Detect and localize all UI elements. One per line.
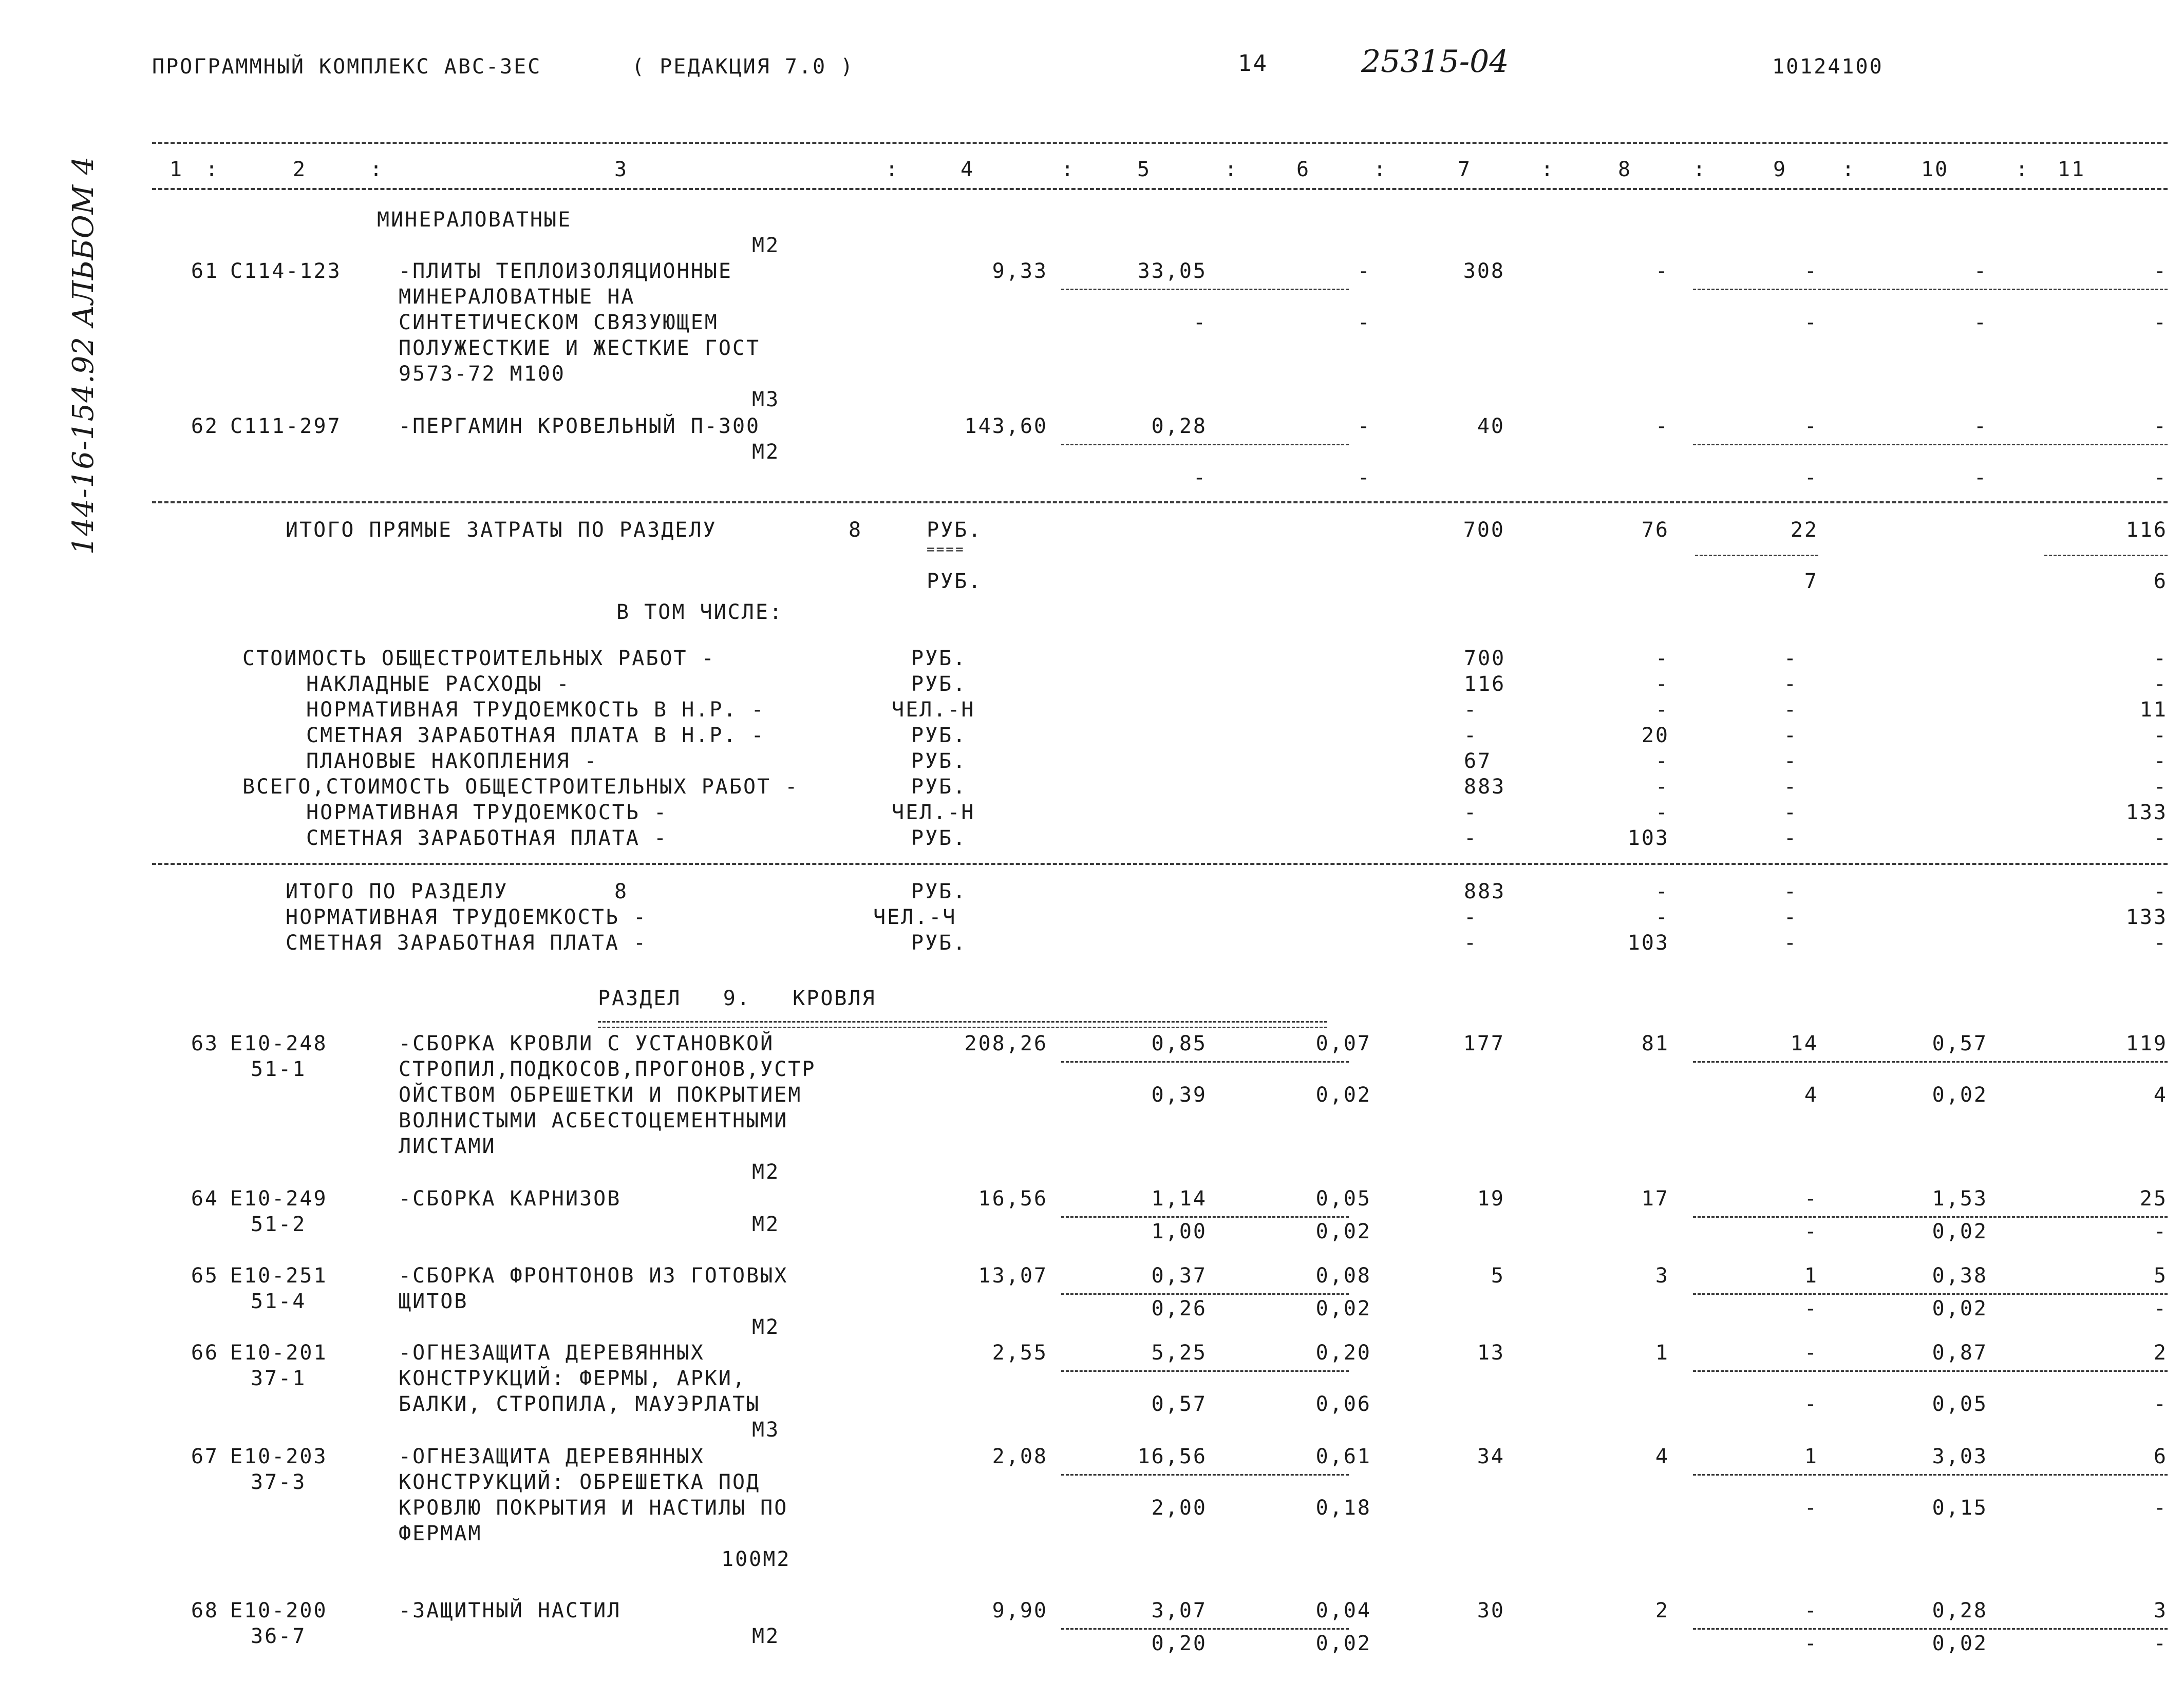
item-62-col-11-secondary: - xyxy=(2153,466,2168,489)
item-68-dash-9-11 xyxy=(1693,1628,2168,1630)
item-68-col-11: 3 xyxy=(2153,1599,2168,1622)
item-61-description-line: -ПЛИТЫ ТЕПЛОИЗОЛЯЦИОННЫЕ xyxy=(399,259,732,283)
item-66-col-10: 0,87 xyxy=(1932,1341,1988,1365)
item-63-col-6: 0,07 xyxy=(1315,1032,1371,1055)
item-65-number: 65 xyxy=(191,1264,219,1288)
summary-col-9: - xyxy=(1783,801,1798,824)
section-total-col-9: - xyxy=(1783,880,1798,903)
column-separator: : xyxy=(205,158,220,181)
item-63-dash-5-6 xyxy=(1061,1061,1349,1063)
summary-col-11: - xyxy=(2153,775,2168,799)
item-68-description-line: -ЗАЩИТНЫЙ НАСТИЛ xyxy=(399,1599,622,1622)
program-title: ПРОГРАММНЫЙ КОМПЛЕКС АВС-3ЕС xyxy=(152,55,542,79)
item-65-col-7: 5 xyxy=(1491,1264,1505,1288)
item-68-col-9: - xyxy=(1804,1599,1818,1622)
item-61-col-4: 9,33 xyxy=(992,259,1048,283)
item-62-col-11: - xyxy=(2153,414,2168,438)
item-67-unit: 100М2 xyxy=(721,1547,791,1571)
section-total-unit: ЧЕЛ.-Ч xyxy=(873,905,957,929)
section-total-col-11: 133 xyxy=(2125,905,2168,929)
item-64-col-8: 17 xyxy=(1641,1187,1669,1211)
item-66-code-suffix: 37-1 xyxy=(251,1367,307,1390)
column-separator: : xyxy=(1693,158,1707,181)
summary-col-11: 133 xyxy=(2125,801,2168,824)
item-61-code: С114-123 xyxy=(230,259,342,283)
item-64-col-9: - xyxy=(1804,1187,1818,1211)
summary-label: СТОИМОСТЬ ОБЩЕСТРОИТЕЛЬНЫХ РАБОТ - xyxy=(242,647,716,670)
column-header-4: 4 xyxy=(961,158,975,181)
item-66-code: Е10-201 xyxy=(230,1341,328,1365)
column-separator: : xyxy=(886,158,900,181)
item-64-col-6: 0,05 xyxy=(1315,1187,1371,1211)
section-9-heading: РАЗДЕЛ 9. КРОВЛЯ xyxy=(598,987,876,1010)
item-66-col-7: 13 xyxy=(1477,1341,1505,1365)
summary-label: НАКЛАДНЫЕ РАСХОДЫ - xyxy=(306,672,571,696)
item-63-col-8: 81 xyxy=(1641,1032,1669,1055)
item-65-code: Е10-251 xyxy=(230,1264,328,1288)
column-header-10: 10 xyxy=(1921,158,1949,181)
section-total-col-8: - xyxy=(1655,880,1669,903)
summary-col-7: 67 xyxy=(1464,749,1492,773)
item-61-col-11: - xyxy=(2153,259,2168,283)
summary-unit: ЧЕЛ.-Н xyxy=(892,801,975,824)
page-number: 14 xyxy=(1238,50,1268,77)
section-total-label: НОРМАТИВНАЯ ТРУДОЕМКОСТЬ - xyxy=(286,905,648,929)
item-66-unit: М3 xyxy=(752,1418,780,1442)
item-63-description-line: -СБОРКА КРОВЛИ С УСТАНОВКОЙ xyxy=(399,1032,775,1055)
item-67-col-10-secondary: 0,15 xyxy=(1932,1496,1988,1520)
summary-col-9: - xyxy=(1783,826,1798,850)
item-68-unit: М2 xyxy=(752,1625,780,1648)
item-67-code-suffix: 37-3 xyxy=(251,1470,307,1494)
item-66-number: 66 xyxy=(191,1341,219,1365)
item-63-col-10-secondary: 0,02 xyxy=(1932,1083,1988,1107)
item-63-col-7: 177 xyxy=(1463,1032,1505,1055)
summary-label: ВСЕГО,СТОИМОСТЬ ОБЩЕСТРОИТЕЛЬНЫХ РАБОТ - xyxy=(242,775,799,799)
column-header-6: 6 xyxy=(1296,158,1311,181)
item-65-col-5-secondary: 0,26 xyxy=(1151,1297,1207,1320)
item-61-col-9-secondary: - xyxy=(1804,311,1818,334)
column-header-1: 1 xyxy=(170,158,184,181)
item-65-dash-9-11 xyxy=(1693,1293,2168,1295)
section-total-col-9: - xyxy=(1783,931,1798,955)
summary-unit: РУБ. xyxy=(911,672,967,696)
item-61-col-5-secondary: - xyxy=(1193,311,1207,334)
direct-costs-unit-2: РУБ. xyxy=(927,570,983,593)
item-65-col-10-secondary: 0,02 xyxy=(1932,1297,1988,1320)
item-63-col-6-secondary: 0,02 xyxy=(1315,1083,1371,1107)
section-total-label: СМЕТНАЯ ЗАРАБОТНАЯ ПЛАТА - xyxy=(286,931,648,955)
item-68-col-6: 0,04 xyxy=(1315,1599,1371,1622)
item-63-description-line: СТРОПИЛ,ПОДКОСОВ,ПРОГОНОВ,УСТР xyxy=(399,1058,816,1081)
direct-costs-c9b: 7 xyxy=(1804,570,1818,593)
item-65-description-line: -СБОРКА ФРОНТОНОВ ИЗ ГОТОВЫХ xyxy=(399,1264,788,1288)
column-header-7: 7 xyxy=(1458,158,1472,181)
column-header-11: 11 xyxy=(2058,158,2086,181)
item-68-code: Е10-200 xyxy=(230,1599,328,1622)
item-62-col-9-secondary: - xyxy=(1804,466,1818,489)
direct-costs-dash-c9 xyxy=(1695,555,1818,556)
item-64-code-suffix: 51-2 xyxy=(251,1213,307,1236)
item-67-col-5-secondary: 2,00 xyxy=(1151,1496,1207,1520)
section-total-col-7: - xyxy=(1464,931,1478,955)
item-61-col-11-secondary: - xyxy=(2153,311,2168,334)
item-64-col-11: 25 xyxy=(2139,1187,2168,1211)
summary-col-9: - xyxy=(1783,749,1798,773)
item-61-number: 61 xyxy=(191,259,219,283)
item-65-col-8: 3 xyxy=(1655,1264,1669,1288)
item-62-code: С111-297 xyxy=(230,414,342,438)
summary-col-7: 700 xyxy=(1464,647,1506,670)
item-63-col-11: 119 xyxy=(2125,1032,2168,1055)
summary-col-8: - xyxy=(1655,672,1669,696)
section-total-col-7: - xyxy=(1464,905,1478,929)
edition-label: ( РЕДАКЦИЯ 7.0 ) xyxy=(632,55,855,79)
column-separator: : xyxy=(2016,158,2030,181)
direct-costs-c11b: 6 xyxy=(2153,570,2168,593)
item-64-col-6-secondary: 0,02 xyxy=(1315,1220,1371,1243)
item-64-col-5-secondary: 1,00 xyxy=(1151,1220,1207,1243)
summary-col-11: - xyxy=(2153,724,2168,747)
summary-label: ПЛАНОВЫЕ НАКОПЛЕНИЯ - xyxy=(306,749,598,773)
direct-costs-dash-c11 xyxy=(2044,555,2168,556)
column-separator: : xyxy=(1061,158,1076,181)
item-61-col-6: - xyxy=(1357,259,1371,283)
item-63-col-9-secondary: 4 xyxy=(1804,1083,1818,1107)
item-66-col-9: - xyxy=(1804,1341,1818,1365)
item-61-col-10: - xyxy=(1973,259,1988,283)
item-67-col-11: 6 xyxy=(2153,1445,2168,1468)
column-header-2: 2 xyxy=(293,158,307,181)
summary-col-7: - xyxy=(1464,826,1478,850)
item-66-col-5-secondary: 0,57 xyxy=(1151,1392,1207,1416)
header-rule-bottom xyxy=(152,188,2168,190)
item-64-description-line: -СБОРКА КАРНИЗОВ xyxy=(399,1187,622,1211)
item-62-col-8: - xyxy=(1655,414,1669,438)
item-62-description-line: -ПЕРГАМИН КРОВЕЛЬНЫЙ П-300 xyxy=(399,414,761,438)
summary-unit: РУБ. xyxy=(911,724,967,747)
item-61-unit: М3 xyxy=(752,388,780,411)
summary-label: СМЕТНАЯ ЗАРАБОТНАЯ ПЛАТА - xyxy=(306,826,668,850)
margin-note: 144-16-154.92 АЛЬБОМ 4 xyxy=(67,156,100,555)
item-62-dash-5-6 xyxy=(1061,444,1349,445)
item-61-col-5: 33,05 xyxy=(1137,259,1207,283)
summary-col-8: 20 xyxy=(1641,724,1669,747)
summary-col-8: - xyxy=(1655,801,1669,824)
item-67-description-line: КРОВЛЮ ПОКРЫТИЯ И НАСТИЛЫ ПО xyxy=(399,1496,788,1520)
item-67-col-5: 16,56 xyxy=(1137,1445,1207,1468)
section-total-unit: РУБ. xyxy=(911,931,967,955)
section-total-col-11: - xyxy=(2153,931,2168,955)
item-68-col-4: 9,90 xyxy=(992,1599,1048,1622)
direct-costs-c11: 116 xyxy=(2125,518,2168,542)
item-63-description-line: ЛИСТАМИ xyxy=(399,1135,496,1158)
item-67-description-line: КОНСТРУКЦИЙ: ОБРЕШЕТКА ПОД xyxy=(399,1470,761,1494)
document-code: 25315-04 xyxy=(1361,44,1509,80)
item-62-col-5: 0,28 xyxy=(1151,414,1207,438)
item-68-col-10-secondary: 0,02 xyxy=(1932,1632,1988,1655)
item-64-code: Е10-249 xyxy=(230,1187,328,1211)
item-65-col-5: 0,37 xyxy=(1151,1264,1207,1288)
item-63-description-line: ОЙСТВОМ ОБРЕШЕТКИ И ПОКРЫТИЕМ xyxy=(399,1083,802,1107)
item-67-col-9: 1 xyxy=(1804,1445,1818,1468)
item-65-col-10: 0,38 xyxy=(1932,1264,1988,1288)
summary-col-11: - xyxy=(2153,826,2168,850)
item-67-col-8: 4 xyxy=(1655,1445,1669,1468)
summary-col-9: - xyxy=(1783,724,1798,747)
item-65-col-11: 5 xyxy=(2153,1264,2168,1288)
column-header-9: 9 xyxy=(1773,158,1787,181)
item-68-code-suffix: 36-7 xyxy=(251,1625,307,1648)
summary-col-7: 116 xyxy=(1464,672,1506,696)
item-64-col-11-secondary: - xyxy=(2153,1220,2168,1243)
item-67-col-6: 0,61 xyxy=(1315,1445,1371,1468)
item-64-unit: М2 xyxy=(752,1213,780,1236)
item-61-description-line: ПОЛУЖЕСТКИЕ И ЖЕСТКИЕ ГОСТ xyxy=(399,336,761,360)
summary-label: СМЕТНАЯ ЗАРАБОТНАЯ ПЛАТА В Н.Р. - xyxy=(306,724,765,747)
item-65-col-11-secondary: - xyxy=(2153,1297,2168,1320)
carry-over-name: МИНЕРАЛОВАТНЫЕ xyxy=(377,208,572,232)
item-66-col-8: 1 xyxy=(1655,1341,1669,1365)
item-65-col-4: 13,07 xyxy=(978,1264,1048,1288)
summary-col-8: - xyxy=(1655,749,1669,773)
item-64-col-7: 19 xyxy=(1477,1187,1505,1211)
item-66-description-line: КОНСТРУКЦИЙ: ФЕРМЫ, АРКИ, xyxy=(399,1367,747,1390)
direct-costs-separator: ==== xyxy=(927,542,965,557)
summary-col-11: - xyxy=(2153,672,2168,696)
item-63-col-5-secondary: 0,39 xyxy=(1151,1083,1207,1107)
item-63-dash-9-11 xyxy=(1693,1061,2168,1063)
item-67-col-10: 3,03 xyxy=(1932,1445,1988,1468)
item-62-col-7: 40 xyxy=(1477,414,1505,438)
item-62-col-10-secondary: - xyxy=(1973,466,1988,489)
summary-col-9: - xyxy=(1783,698,1798,722)
item-63-col-9: 14 xyxy=(1790,1032,1818,1055)
direct-costs-section: 8 xyxy=(849,518,863,542)
item-65-col-6: 0,08 xyxy=(1315,1264,1371,1288)
item-68-col-8: 2 xyxy=(1655,1599,1669,1622)
summary-col-8: - xyxy=(1655,775,1669,799)
item-67-col-4: 2,08 xyxy=(992,1445,1048,1468)
item-62-unit: М2 xyxy=(752,440,780,464)
item-67-description-line: ФЕРМАМ xyxy=(399,1522,482,1545)
summary-col-9: - xyxy=(1783,775,1798,799)
item-68-col-7: 30 xyxy=(1477,1599,1505,1622)
column-header-3: 3 xyxy=(614,158,629,181)
item-68-col-6-secondary: 0,02 xyxy=(1315,1632,1371,1655)
item-63-description-line: ВОЛНИСТЫМИ АСБЕСТОЦЕМЕНТНЫМИ xyxy=(399,1109,788,1132)
item-61-col-6-secondary: - xyxy=(1357,311,1371,334)
summary-col-9: - xyxy=(1783,647,1798,670)
section-total-unit: РУБ. xyxy=(911,880,967,903)
item-65-description-line: ЩИТОВ xyxy=(399,1290,468,1313)
item-66-col-9-secondary: - xyxy=(1804,1392,1818,1416)
item-61-col-9: - xyxy=(1804,259,1818,283)
column-separator: : xyxy=(1225,158,1239,181)
item-67-col-9-secondary: - xyxy=(1804,1496,1818,1520)
item-65-unit: М2 xyxy=(752,1315,780,1339)
column-header-5: 5 xyxy=(1137,158,1152,181)
summary-col-11: 11 xyxy=(2139,698,2168,722)
summary-label: НОРМАТИВНАЯ ТРУДОЕМКОСТЬ - xyxy=(306,801,668,824)
column-separator: : xyxy=(1541,158,1555,181)
section-total-col-8: 103 xyxy=(1627,931,1669,955)
summary-unit: РУБ. xyxy=(911,749,967,773)
direct-costs-c8: 76 xyxy=(1641,518,1669,542)
summary-unit: РУБ. xyxy=(911,826,967,850)
direct-costs-c7: 700 xyxy=(1463,518,1505,542)
item-61-dash-9-11 xyxy=(1693,289,2168,290)
column-header-8: 8 xyxy=(1618,158,1632,181)
item-68-dash-5-6 xyxy=(1061,1628,1349,1630)
item-68-number: 68 xyxy=(191,1599,219,1622)
column-separator: : xyxy=(370,158,384,181)
item-65-col-9: 1 xyxy=(1804,1264,1818,1288)
item-61-col-10-secondary: - xyxy=(1973,311,1988,334)
item-64-col-9-secondary: - xyxy=(1804,1220,1818,1243)
item-61-col-7: 308 xyxy=(1463,259,1505,283)
summary-unit: ЧЕЛ.-Н xyxy=(892,698,975,722)
section-total-rule xyxy=(152,863,2168,865)
item-63-col-11-secondary: 4 xyxy=(2153,1083,2168,1107)
item-62-col-10: - xyxy=(1973,414,1988,438)
item-66-dash-5-6 xyxy=(1061,1370,1349,1372)
item-61-col-8: - xyxy=(1655,259,1669,283)
including-heading: В ТОМ ЧИСЛЕ: xyxy=(616,600,783,624)
item-67-code: Е10-203 xyxy=(230,1445,328,1468)
summary-col-11: - xyxy=(2153,647,2168,670)
direct-costs-unit: РУБ. xyxy=(927,518,983,542)
summary-col-7: - xyxy=(1464,724,1478,747)
totals-rule xyxy=(152,501,2168,503)
item-63-col-4: 208,26 xyxy=(964,1032,1048,1055)
item-61-dash-5-6 xyxy=(1061,289,1349,290)
item-68-col-10: 0,28 xyxy=(1932,1599,1988,1622)
item-67-col-11-secondary: - xyxy=(2153,1496,2168,1520)
item-62-number: 62 xyxy=(191,414,219,438)
item-66-col-11-secondary: - xyxy=(2153,1392,2168,1416)
summary-col-8: - xyxy=(1655,647,1669,670)
item-67-description-line: -ОГНЕЗАЩИТА ДЕРЕВЯННЫХ xyxy=(399,1445,705,1468)
item-65-code-suffix: 51-4 xyxy=(251,1290,307,1313)
item-65-col-9-secondary: - xyxy=(1804,1297,1818,1320)
section-total-col-11: - xyxy=(2153,880,2168,903)
header-rule-top xyxy=(152,142,2168,144)
item-62-dash-9-11 xyxy=(1693,444,2168,445)
item-65-col-6-secondary: 0,02 xyxy=(1315,1297,1371,1320)
item-66-description-line: БАЛКИ, СТРОПИЛА, МАУЭРЛАТЫ xyxy=(399,1392,761,1416)
item-61-description-line: МИНЕРАЛОВАТНЫЕ НА xyxy=(399,285,635,309)
carry-over-unit: М2 xyxy=(752,234,780,257)
item-63-code: Е10-248 xyxy=(230,1032,328,1055)
item-66-col-5: 5,25 xyxy=(1151,1341,1207,1365)
item-63-unit: М2 xyxy=(752,1160,780,1184)
summary-col-9: - xyxy=(1783,672,1798,696)
document-number: 10124100 xyxy=(1772,55,1884,79)
item-64-col-10-secondary: 0,02 xyxy=(1932,1220,1988,1243)
item-67-dash-9-11 xyxy=(1693,1474,2168,1476)
item-64-dash-5-6 xyxy=(1061,1216,1349,1218)
item-64-col-10: 1,53 xyxy=(1932,1187,1988,1211)
item-63-code-suffix: 51-1 xyxy=(251,1058,307,1081)
item-64-dash-9-11 xyxy=(1693,1216,2168,1218)
item-66-col-6-secondary: 0,06 xyxy=(1315,1392,1371,1416)
summary-col-7: 883 xyxy=(1464,775,1506,799)
direct-costs-c9: 22 xyxy=(1790,518,1818,542)
item-64-col-5: 1,14 xyxy=(1151,1187,1207,1211)
item-68-col-5-secondary: 0,20 xyxy=(1151,1632,1207,1655)
section-total-col-9: - xyxy=(1783,905,1798,929)
item-67-col-7: 34 xyxy=(1477,1445,1505,1468)
section-total-col-7: 883 xyxy=(1464,880,1506,903)
item-63-col-5: 0,85 xyxy=(1151,1032,1207,1055)
item-66-col-6: 0,20 xyxy=(1315,1341,1371,1365)
column-separator: : xyxy=(1373,158,1388,181)
column-separator: : xyxy=(1842,158,1856,181)
direct-costs-label: ИТОГО ПРЯМЫЕ ЗАТРАТЫ ПО РАЗДЕЛУ xyxy=(286,518,717,542)
item-67-dash-5-6 xyxy=(1061,1474,1349,1476)
item-67-col-6-secondary: 0,18 xyxy=(1315,1496,1371,1520)
item-68-col-5: 3,07 xyxy=(1151,1599,1207,1622)
item-68-col-11-secondary: - xyxy=(2153,1632,2168,1655)
item-67-number: 67 xyxy=(191,1445,219,1468)
item-63-col-10: 0,57 xyxy=(1932,1032,1988,1055)
item-62-col-9: - xyxy=(1804,414,1818,438)
summary-col-8: - xyxy=(1655,698,1669,722)
item-63-number: 63 xyxy=(191,1032,219,1055)
section-total-col-8: - xyxy=(1655,905,1669,929)
item-66-dash-9-11 xyxy=(1693,1370,2168,1372)
item-62-col-4: 143,60 xyxy=(964,414,1048,438)
item-66-col-4: 2,55 xyxy=(992,1341,1048,1365)
section-total-label: ИТОГО ПО РАЗДЕЛУ xyxy=(286,880,509,903)
item-66-col-10-secondary: 0,05 xyxy=(1932,1392,1988,1416)
item-68-col-9-secondary: - xyxy=(1804,1632,1818,1655)
summary-col-7: - xyxy=(1464,801,1478,824)
item-64-number: 64 xyxy=(191,1187,219,1211)
item-62-col-5-secondary: - xyxy=(1193,466,1207,489)
item-66-col-11: 2 xyxy=(2153,1341,2168,1365)
section-total-number: 8 xyxy=(614,880,629,903)
summary-label: НОРМАТИВНАЯ ТРУДОЕМКОСТЬ В Н.Р. - xyxy=(306,698,765,722)
item-61-description-line: 9573-72 М100 xyxy=(399,362,566,386)
summary-col-7: - xyxy=(1464,698,1478,722)
summary-col-11: - xyxy=(2153,749,2168,773)
item-61-description-line: СИНТЕТИЧЕСКОМ СВЯЗУЮЩЕМ xyxy=(399,311,719,334)
item-64-col-4: 16,56 xyxy=(978,1187,1048,1211)
summary-unit: РУБ. xyxy=(911,775,967,799)
item-66-description-line: -ОГНЕЗАЩИТА ДЕРЕВЯННЫХ xyxy=(399,1341,705,1365)
section-9-underline xyxy=(598,1021,1327,1028)
summary-unit: РУБ. xyxy=(911,647,967,670)
item-62-col-6-secondary: - xyxy=(1357,466,1371,489)
item-62-col-6: - xyxy=(1357,414,1371,438)
summary-col-8: 103 xyxy=(1627,826,1669,850)
item-65-dash-5-6 xyxy=(1061,1293,1349,1295)
